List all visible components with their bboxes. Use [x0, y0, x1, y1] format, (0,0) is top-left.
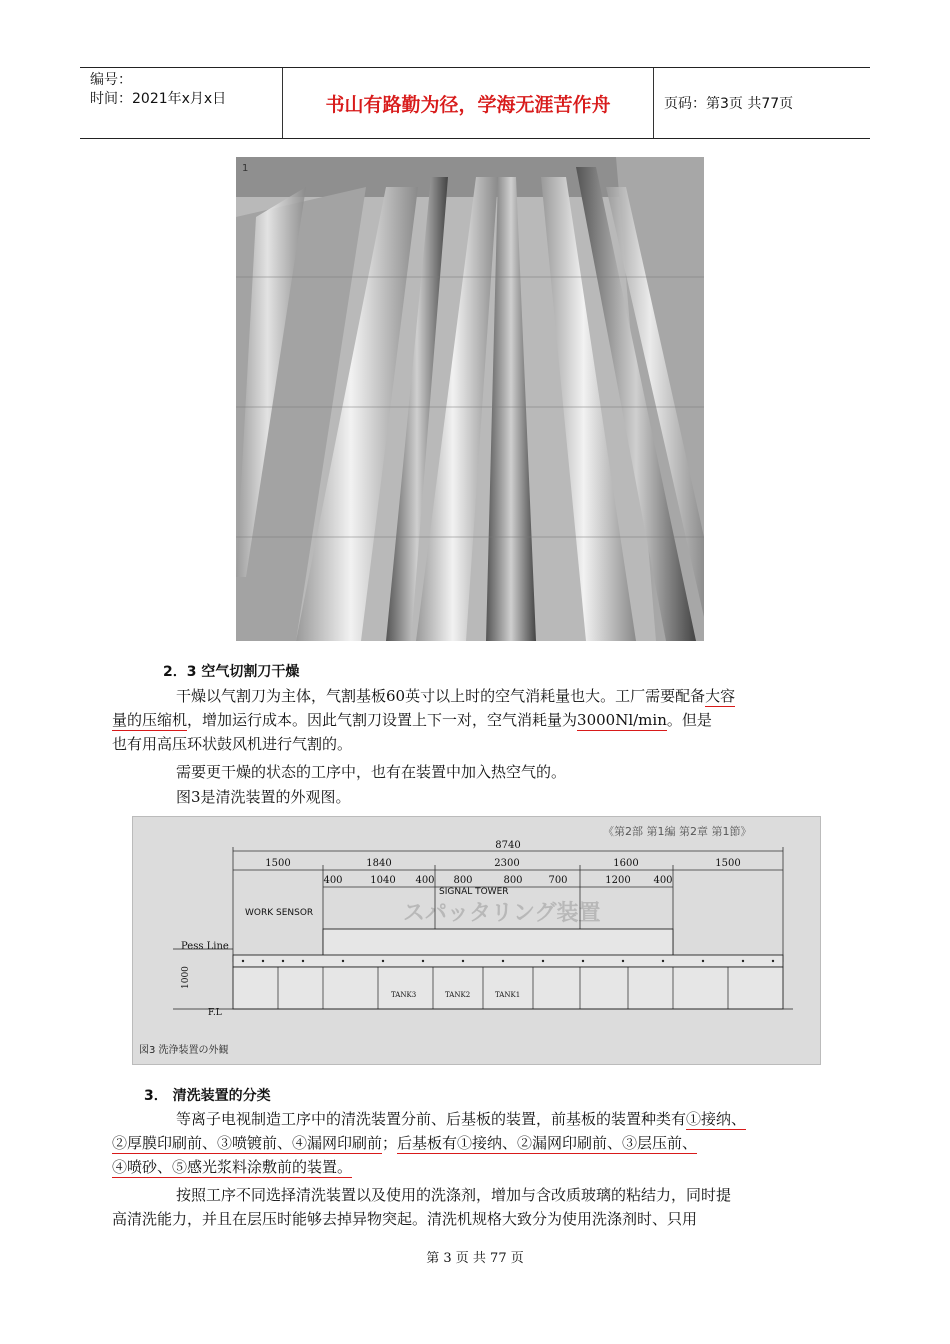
fig3-total: 8740	[495, 840, 521, 851]
s3-p1-underline-2: ②厚膜印刷前、③喷镀前、④漏网印刷前	[112, 1134, 383, 1152]
header-meta	[80, 68, 280, 138]
fig3-height: 1000	[181, 966, 191, 989]
fig3-r2-7: 400	[653, 875, 673, 886]
header-motto: 书山有路勤为径，学海无涯苦作舟	[282, 68, 654, 138]
fig3-r1-1: 1840	[366, 858, 392, 869]
fig3-r2-4: 800	[503, 875, 523, 886]
page-footer: 第 3 页 共 77 页	[426, 1251, 524, 1266]
photo-corner-mark: 1	[242, 163, 249, 174]
fig3-tank-3: TANK3	[391, 991, 417, 999]
s3-p1-text-b: ；	[382, 1134, 398, 1152]
fig3-r1-2: 2300	[494, 858, 520, 869]
s3-p1-underline-1: ①接纳、	[686, 1110, 747, 1128]
section-3-paragraph-2	[112, 1183, 824, 1231]
roller-photo	[236, 157, 704, 641]
fig3-tank-2: TANK2	[445, 991, 471, 999]
p1-underline-2: 量的压缩机	[112, 711, 188, 729]
fig3-signal-tower: SIGNAL TOWER	[439, 887, 509, 897]
page-header	[80, 67, 870, 139]
p1-text-d: 也有用高压环状鼓风机进行气割的。	[112, 735, 353, 753]
p1-underline-3: 3000Nl/min	[577, 711, 667, 729]
fig3-r2-3: 800	[453, 875, 473, 886]
p1-underline-1: 大容	[705, 687, 736, 705]
section-3-heading: 3． 清洗装置的分类	[144, 1088, 271, 1104]
p1-text-b: ，增加运行成本。因此气割刀设置上下一对，空气消耗量为	[187, 711, 578, 729]
fig3-r2-1: 1040	[370, 875, 396, 886]
fig3-r2-2: 400	[415, 875, 435, 886]
section-2-3-paragraph-1	[112, 684, 824, 756]
fig3-caption: 図3 洗浄装置の外観	[139, 1045, 229, 1056]
p1-text-c: 。但是	[666, 711, 712, 729]
time-label: 时间：2021年x月x日	[90, 91, 227, 107]
fig3-r2-6: 1200	[605, 875, 631, 886]
figure-3	[132, 816, 821, 1065]
p1-text-a: 干燥以气割刀为主体，气割基板60英寸以上时的空气消耗量也大。工厂需要配备	[176, 687, 706, 705]
section-2-3-heading: 2．3 空气切割刀干燥	[163, 664, 300, 680]
section-3-paragraph-1	[112, 1107, 824, 1179]
fig3-tank-1: TANK1	[495, 991, 521, 999]
s3-p1-underline-4: ④喷砂、⑤感光浆料涂敷前的装置。	[112, 1158, 353, 1176]
fig3-r1-0: 1500	[265, 858, 291, 869]
fig3-work-sensor: WORK SENSOR	[245, 908, 314, 918]
section-2-3-paragraph-3: 图3是清洗装置的外观图。	[176, 788, 351, 806]
fig3-title-jp: スパッタリング装置	[403, 901, 601, 926]
roller-photo-image	[236, 157, 704, 641]
s3-p2-line-2: 高清洗能力，并且在层压时能够去掉异物突起。清洗机规格大致分为使用洗涤剂时、只用	[112, 1210, 698, 1228]
s3-p1-underline-3: 后基板有①接纳、②漏网印刷前、③层压前、	[397, 1134, 698, 1152]
section-2-3-paragraph-2: 需要更干燥的状态的工序中，也有在装置中加入热空气的。	[176, 763, 567, 781]
figure-3-drawing	[133, 817, 820, 1064]
header-page-info: 页码：第3页 共77页	[664, 96, 794, 112]
fig3-floor: F.L	[208, 1008, 222, 1018]
fig3-r1-3: 1600	[613, 858, 639, 869]
s3-p1-text-a: 等离子电视制造工序中的清洗装置分前、后基板的装置，前基板的装置种类有	[176, 1110, 687, 1128]
fig3-r2-5: 700	[548, 875, 568, 886]
fig3-pass-line: Pess Line	[181, 941, 229, 952]
s3-p2-line-1: 按照工序不同选择清洗装置以及使用的洗涤剂，增加与含改质玻璃的粘结力，同时提	[176, 1186, 732, 1204]
fig3-r1-4: 1500	[715, 858, 741, 869]
fig3-header-right: 《第2部 第1編 第2章 第1節》	[603, 825, 752, 838]
fig3-r2-0: 400	[323, 875, 343, 886]
number-label: 编号：	[90, 72, 132, 88]
